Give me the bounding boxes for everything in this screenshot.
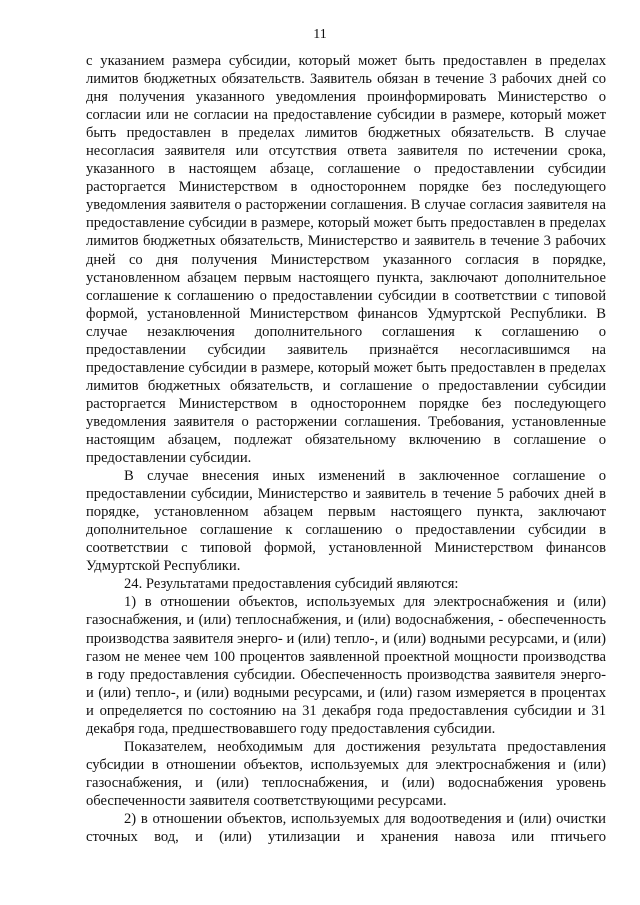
paragraph-result-indicator: Показателем, необходимым для достижения результата предоставления субсидии в отношении объектов, используемых для электроснабжения и (или) газоснабжения, и (или) теплоснабжения, и (или) водоснабжения уровень обеспеченности заявителя соответствующими ресурсами. bbox=[86, 738, 606, 809]
paragraph-result-2-water-disposal: 2) в отношении объектов, используемых для водоотведения и (или) очистки сточных вод, и (или) утилизации и хранения навоза или птичьего bbox=[86, 810, 606, 846]
paragraph-clause-24-heading: 24. Результатами предоставления субсидий являются: bbox=[124, 576, 459, 593]
paragraph-subsidy-agreement-termination: с указанием размера субсидии, который может быть предоставлен в пределах лимитов бюджетных обязательств. Заявитель обязан в течение 3 рабочих дней со дня получения указанного уведомления проинформировать Министерство о согласии или не согласии на предоставление субсидии в размере, который может быть предоставлен в пределах лимитов бюджетных обязательств. В случае несогласия заявителя или отсутствия ответа заявителя по истечении срока, указанного в настоящем абзаце, соглашение о предоставлении субсидии расторгается Министерством в одностороннем порядке без последующего уведомления заявителя о расторжении соглашения. В случае согласия заявителя на предоставление субсидии в размере, который может быть предоставлен в пределах лимитов бюджетных обязательств, Министерство и заявитель в течение 3 рабочих дней со дня получения Министерством указанного согласия в порядке, установленном абзацем первым настоящего пункта, заключают дополнительное соглашение к соглашению о предоставлении субсидии в соответствии с типовой формой, установленной Министерством финансов Удмуртской Республики. В случае незаключения дополнительного соглашения к соглашению о предоставлении субсидии заявитель признаётся несогласившимся на предоставление субсидии в размере, который может быть предоставлен в пределах лимитов бюджетных обязательств, и соглашение о предоставлении субсидии расторгается Министерством в одностороннем порядке без последующего уведомления заявителя о расторжении соглашения. Требования, установленные настоящим абзацем, подлежат обязательному включению в соглашение о предоставлении субсидии. bbox=[86, 53, 606, 467]
page-number: 11 bbox=[313, 27, 327, 42]
paragraph-result-1-energy-supply: 1) в отношении объектов, используемых для электроснабжения и (или) газоснабжения, и (или) теплоснабжения, и (или) водоснабжения, - обеспеченность производства заявителя энерго- и (или) тепло-, и (или) водными ресурсами, и (или) газом не менее чем 100 процентов заявленной проектной мощности производства в году предоставления субсидии. Обеспеченность производства заявителя энерго- и (или) тепло-, и (или) водными ресурсами, и (или) газом измеряется в процентах и определяется по состоянию на 31 декабря года предоставления субсидии и 31 декабря года, предшествовавшего году предоставления субсидии. bbox=[86, 594, 606, 737]
paragraph-other-amendments: В случае внесения иных изменений в заключенное соглашение о предоставлении субсидии, Министерство и заявитель в течение 5 рабочих дней в порядке, установленном абзацем первым настоящего пункта, заключают дополнительное соглашение к соглашению о предоставлении субсидии в соответствии с типовой формой, установленной Министерством финансов Удмуртской Республики. bbox=[86, 468, 606, 575]
document-body bbox=[86, 52, 606, 846]
